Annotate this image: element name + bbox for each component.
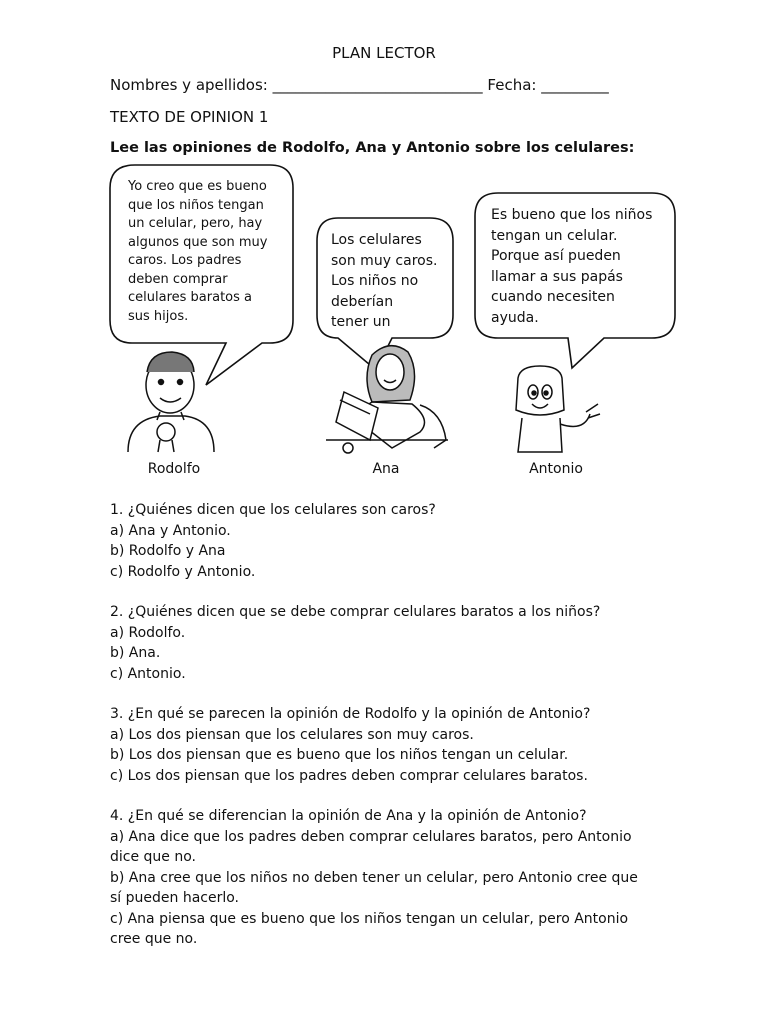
option-b: b) Ana. — [110, 645, 161, 661]
option-a: a) Los dos piensan que los celulares son muy caros. — [110, 726, 474, 743]
instruction: Lee las opiniones de Rodolfo, Ana y Antonio sobre los celulares: — [110, 140, 635, 156]
option-b: b) Ana cree que los niños no deben tener un celular, pero Antonio cree que — [110, 869, 638, 886]
option-c: c) Los dos piensan que los padres deben comprar celulares baratos. — [110, 767, 588, 784]
name-blank: ____________________________ — [272, 76, 483, 94]
name-label: Nombres y apellidos: — [110, 76, 268, 94]
question-3 — [110, 704, 670, 786]
option-b: b) Rodolfo y Ana — [110, 543, 226, 559]
option-a: a) Rodolfo. — [110, 624, 186, 641]
option-c: c) Ana piensa que es bueno que los niños tengan un celular, pero Antonio — [110, 910, 629, 927]
date-label: Fecha: — [487, 76, 537, 94]
rodolfo-opinion: Yo creo que es bueno que los niños tengan un celular, pero, hay algunos que son muy caros. Los padres deben comprar celulares baratos a sus hijos. — [128, 179, 268, 324]
option-c-cont: cree que no. — [110, 931, 198, 947]
option-c: c) Rodolfo y Antonio. — [110, 563, 256, 580]
option-b-cont: sí pueden hacerlo. — [110, 890, 240, 906]
option-b: b) Los dos piensan que es bueno que los niños tengan un celular. — [110, 747, 569, 763]
page-title: PLAN LECTOR — [332, 44, 436, 62]
question-text: 3. ¿En qué se parecen la opinión de Rodolfo y la opinión de Antonio? — [110, 706, 591, 722]
date-blank: _________ — [541, 76, 609, 94]
antonio-opinion: Es bueno que los niños tengan un celular. Porque así pueden llamar a sus papás cuando necesiten ayuda. — [491, 207, 653, 326]
rodolfo-caption: Rodolfo — [147, 461, 201, 477]
question-1 — [110, 500, 670, 582]
ana-figure — [326, 346, 448, 453]
question-4 — [110, 806, 670, 950]
antonio-caption: Antonio — [529, 461, 583, 477]
ana-opinion: Los celulares son muy caros. Los niños no deberían tener un — [331, 232, 438, 330]
ana-caption: Ana — [372, 461, 400, 477]
question-2 — [110, 602, 670, 684]
question-text: 2. ¿Quiénes dicen que se debe comprar celulares baratos a los niños? — [110, 604, 601, 620]
rodolfo-figure — [128, 352, 214, 452]
question-text: 4. ¿En qué se diferencian la opinión de Ana y la opinión de Antonio? — [110, 808, 587, 824]
antonio-figure — [516, 366, 600, 452]
option-c: c) Antonio. — [110, 665, 186, 682]
option-a: a) Ana dice que los padres deben comprar celulares baratos, pero Antonio — [110, 828, 632, 845]
question-text: 1. ¿Quiénes dicen que los celulares son caros? — [110, 502, 436, 518]
option-a-cont: dice que no. — [110, 849, 197, 865]
text-label: TEXTO DE OPINION 1 — [110, 108, 269, 126]
option-a: a) Ana y Antonio. — [110, 522, 231, 539]
